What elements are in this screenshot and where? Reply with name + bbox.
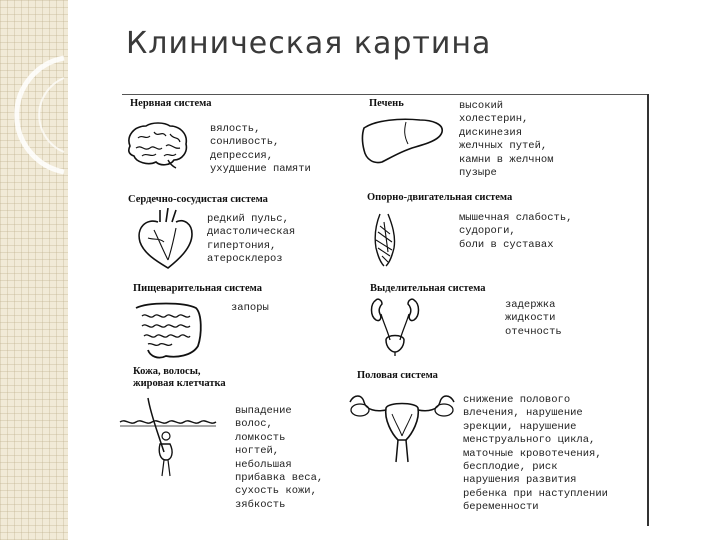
symptom-item: волос,	[235, 418, 273, 431]
symptom-item: диастолическая	[207, 226, 296, 239]
section-title-excretory: Выделительная система	[370, 283, 486, 294]
symptom-item: боли в суставах	[459, 238, 554, 251]
decorative-side-strip	[0, 0, 68, 540]
symptom-item: ухудшение памяти	[210, 163, 311, 176]
symptom-item: ребенка при наступлении	[463, 487, 608, 500]
symptom-list-nervous	[210, 123, 311, 177]
symptom-item: желчных путей,	[459, 140, 548, 153]
symptom-item: холестерин,	[459, 113, 529, 126]
section-title-liver: Печень	[369, 98, 404, 109]
section-title-nervous: Нервная система	[130, 98, 212, 109]
intestine-icon	[128, 298, 204, 362]
symptom-item: сухость кожи,	[235, 485, 317, 498]
frame-right-line	[647, 94, 649, 526]
symptom-item: ногтей,	[235, 445, 280, 458]
section-title-skin-line2: жировая клетчатка	[133, 378, 226, 389]
symptom-item: депрессия,	[210, 149, 274, 162]
uterus-icon	[346, 390, 458, 464]
brain-icon	[124, 120, 190, 170]
section-title-musculo: Опорно-двигательная система	[367, 192, 513, 203]
symptom-item: выпадение	[235, 405, 292, 417]
kidneys-icon	[368, 296, 424, 356]
symptom-item: вялость,	[210, 123, 261, 135]
symptom-item: ломкость	[235, 431, 286, 444]
liver-icon	[360, 116, 446, 166]
symptom-item: эрекции, нарушение	[463, 420, 577, 433]
section-title-reproductive: Половая система	[357, 370, 438, 381]
symptom-list-digestive	[231, 302, 269, 315]
symptom-item: судороги,	[459, 225, 516, 238]
section-title-skin-line1: Кожа, волосы,	[133, 366, 201, 377]
symptom-item: высокий	[459, 100, 504, 112]
heart-icon	[132, 208, 198, 270]
symptom-list-skin	[235, 405, 323, 512]
symptom-item: менструального цикла,	[463, 434, 596, 447]
symptom-item: мышечная слабость,	[459, 212, 573, 224]
symptom-item: зябкость	[235, 498, 286, 511]
symptom-item: жидкости	[505, 312, 556, 325]
symptom-item: беременности	[463, 501, 539, 514]
symptom-list-musculo	[459, 212, 572, 252]
page-title: Клиническая картина	[126, 26, 492, 61]
symptom-item: отечность	[505, 325, 562, 338]
symptom-list-reproductive	[463, 394, 608, 515]
symptom-item: бесплодие, риск	[463, 461, 558, 474]
symptom-list-excretory	[505, 299, 562, 339]
symptom-item: запоры	[231, 302, 269, 314]
symptom-list-liver	[459, 100, 554, 180]
symptom-item: прибавка веса,	[235, 472, 324, 485]
symptom-item: гипертония,	[207, 239, 277, 252]
symptom-item: нарушения развития	[463, 474, 577, 487]
symptom-item: снижение полового	[463, 394, 571, 406]
symptom-item: влечения, нарушение	[463, 407, 583, 420]
symptom-item: сонливость,	[210, 136, 280, 149]
section-title-cardio: Сердечно-сосудистая система	[128, 194, 268, 205]
symptom-item: атеросклероз	[207, 253, 283, 266]
section-title-digestive: Пищеварительная система	[133, 283, 262, 294]
symptom-item: маточные кровотечения,	[463, 447, 602, 460]
hair-follicle-icon	[118, 396, 218, 478]
decorative-arc-icon	[0, 0, 68, 540]
symptom-list-cardio	[207, 213, 295, 267]
frame-top-line	[122, 94, 648, 95]
muscle-icon	[370, 212, 400, 268]
symptom-item: небольшая	[235, 458, 292, 471]
symptom-item: дискинезия	[459, 126, 523, 139]
symptom-item: задержка	[505, 299, 556, 311]
symptom-item: камни в желчном	[459, 153, 554, 166]
symptom-item: редкий пульс,	[207, 213, 289, 225]
symptom-item: пузыре	[459, 167, 497, 180]
